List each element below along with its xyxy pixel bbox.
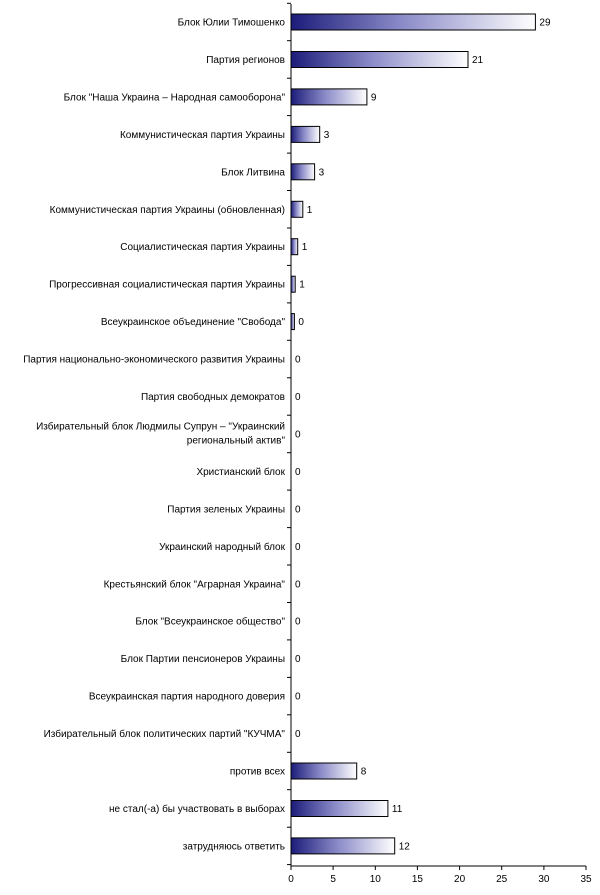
value-label-21: 8 [360, 766, 367, 778]
bar-7 [291, 239, 298, 255]
value-label-8: 1 [299, 279, 305, 291]
value-label-5: 3 [318, 167, 325, 179]
value-label-10: 0 [295, 354, 301, 366]
value-label-20: 0 [295, 729, 301, 741]
value-label-13: 0 [295, 466, 301, 478]
category-labels [23, 18, 285, 853]
category-label-14: Партия зеленых Украины [167, 504, 285, 516]
category-label-16: Крестьянский блок "Аграрная Украина" [103, 579, 285, 591]
x-tick-label-5: 5 [330, 874, 336, 885]
value-label-2: 21 [472, 55, 484, 66]
category-label-6: Коммунистическая партия Украины (обновленная) [49, 204, 285, 216]
value-label-23: 12 [398, 841, 410, 853]
value-label-3: 9 [370, 92, 377, 104]
value-label-17: 0 [295, 616, 301, 628]
category-label-19: Всеукраинская партия народного доверия [88, 691, 285, 703]
bar-22 [291, 801, 388, 817]
value-label-1: 29 [539, 17, 551, 29]
value-label-15: 0 [295, 541, 301, 553]
value-label-9: 0 [298, 317, 304, 329]
category-label-21: против всех [229, 766, 285, 778]
bar-2 [291, 52, 468, 68]
value-label-12: 0 [295, 429, 301, 441]
category-label-10: Партия национально-экономического развития Украины [23, 354, 285, 366]
category-label-15: Украинский народный блок [159, 541, 285, 553]
category-label-12: Избирательный блок Людмилы Супрун – "Украинский региональный актив" [36, 421, 285, 447]
category-label-3: Блок "Наша Украина – Народная самооборона" [63, 92, 285, 104]
x-tick-label-10: 10 [369, 874, 381, 885]
x-tick-label-20: 20 [454, 874, 466, 885]
category-label-11: Партия свободных демократов [140, 392, 285, 403]
bar-3 [291, 89, 367, 105]
category-label-20: Избирательный блок политических партий "КУЧМА" [43, 729, 285, 741]
bar-8 [291, 276, 295, 292]
x-tick-label-30: 30 [538, 874, 550, 885]
value-label-14: 0 [295, 504, 301, 516]
value-label-16: 0 [295, 579, 301, 591]
category-label-1: Блок Юлии Тимошенко [177, 17, 285, 29]
value-label-11: 0 [295, 392, 301, 403]
category-label-18: Блок Партии пенсионеров Украины [120, 654, 285, 666]
x-tick-label-0: 0 [288, 874, 294, 885]
value-label-6: 1 [306, 204, 313, 216]
category-label-8: Прогрессивная социалистическая партия Украины [49, 279, 285, 291]
category-label-22: не стал(-а) бы участвовать в выборах [109, 804, 285, 815]
category-label-23: затрудняюсь ответить [182, 841, 285, 853]
value-label-18: 0 [295, 654, 301, 666]
bar-9 [291, 314, 294, 330]
bar-6 [291, 201, 303, 217]
value-label-22: 11 [391, 804, 403, 815]
category-label-2: Партия регионов [206, 55, 285, 66]
bar-1 [291, 14, 535, 30]
x-axis [287, 3, 592, 885]
value-label-19: 0 [295, 691, 301, 703]
bar-4 [291, 126, 320, 142]
value-label-4: 3 [323, 129, 330, 141]
x-tick-label-35: 35 [580, 874, 592, 885]
bar-23 [291, 838, 395, 854]
x-tick-label-25: 25 [496, 874, 508, 885]
x-tick-label-15: 15 [411, 874, 423, 885]
bar-5 [291, 164, 315, 180]
category-label-13: Христианский блок [196, 466, 285, 478]
bar-21 [291, 763, 357, 779]
value-label-7: 1 [301, 242, 308, 254]
category-label-9: Всеукраинское объединение "Свобода" [100, 317, 285, 329]
category-label-4: Коммунистическая партия Украины [119, 129, 285, 141]
category-label-17: Блок "Всеукраинское общество" [135, 616, 285, 628]
category-label-5: Блок Литвина [221, 167, 285, 179]
value-labels [295, 18, 551, 853]
category-label-7: Социалистическая партия Украины [120, 242, 285, 254]
